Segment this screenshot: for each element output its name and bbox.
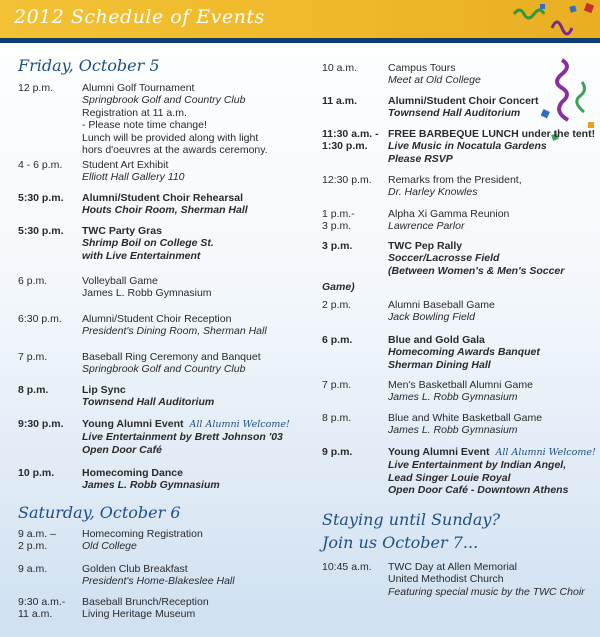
event-location: Open Door Café - Downtown Athens (388, 484, 569, 497)
event-time-start: 8 p.m. (18, 384, 49, 396)
event-time-start: 2 p.m. (322, 299, 352, 311)
event-details (388, 208, 509, 233)
event-time-start: 6 p.m. (18, 275, 48, 287)
event-title: TWC Day at Allen Memorial (388, 561, 517, 573)
event-details (82, 159, 185, 184)
event-location: Townsend Hall Auditorium (388, 107, 521, 120)
event-title: Young Alumni Event All Alumni Welcome! (82, 418, 290, 430)
event-note-line: Registration at 11 a.m. (82, 106, 187, 119)
header-banner (0, 0, 600, 43)
event-title: Blue and White Basketball Game (388, 412, 543, 424)
event-location: Sherman Dining Hall (388, 358, 491, 371)
event-details (388, 62, 481, 87)
event-details (388, 128, 595, 165)
event-time (322, 95, 357, 107)
event-note: All Alumni Welcome! (495, 447, 596, 458)
event-location: Springbrook Golf and Country Club (82, 363, 246, 376)
event-time-start: 6 p.m. (322, 334, 353, 346)
event-location: Shrimp Boil on College St. (82, 237, 214, 250)
event-title: Men's Basketball Alumni Game (388, 379, 533, 391)
event-title: Campus Tours (388, 62, 456, 74)
event-details (388, 240, 564, 277)
event-location: Lawrence Parlor (388, 220, 465, 233)
sunday-heading-line-1: Staying until Sunday? (322, 510, 501, 529)
event-title: Homecoming Dance (82, 467, 183, 479)
confetti-streamers-icon (500, 0, 600, 45)
event-location: Lead Singer Louie Royal (388, 471, 511, 484)
event-details (82, 192, 248, 217)
event-location: James L. Robb Gymnasium (82, 479, 220, 492)
event-location: Old College (82, 540, 137, 553)
event-details (82, 528, 203, 553)
event-time-end: 3 p.m. (322, 220, 352, 233)
event-time (322, 62, 357, 74)
event-time-end: 1:30 p.m. (322, 140, 368, 153)
event-title: United Methodist Church (388, 573, 504, 586)
event-location: Soccer/Lacrosse Field (388, 252, 500, 265)
event-time-start: 4 - 6 p.m. (18, 159, 63, 171)
event-location: Homecoming Awards Banquet (388, 346, 540, 359)
event-time-start: 6:30 p.m. (18, 313, 62, 325)
event-time (322, 334, 352, 346)
event-time (18, 528, 56, 553)
event-time-start: 7 p.m. (322, 379, 352, 391)
event-title: Alumni/Student Choir Rehearsal (82, 192, 244, 204)
event-details (388, 379, 533, 404)
event-title: Alumni Baseball Game (388, 299, 495, 311)
event-location: Jack Bowling Field (388, 311, 475, 324)
event-title: TWC Party Gras (82, 225, 162, 237)
day-heading-saturday: Saturday, October 6 (18, 503, 181, 522)
event-details (82, 418, 290, 456)
event-time (18, 384, 48, 396)
event-location: Please RSVP (388, 152, 453, 165)
event-location: Featuring special music by the TWC Choir (388, 585, 585, 598)
event-time-start: 5:30 p.m. (18, 192, 64, 204)
event-time-start: 11:30 a.m. - (322, 128, 379, 140)
event-location: with Live Entertainment (82, 249, 201, 262)
event-wrap-line: Game) (322, 281, 355, 294)
event-location: Live Entertainment by Indian Angel, (388, 459, 567, 472)
event-details (388, 299, 495, 324)
event-time (18, 596, 65, 621)
event-time-end: 2 p.m. (18, 540, 48, 553)
event-time (18, 313, 62, 325)
header-title: 2012 Schedule of Events (14, 6, 265, 28)
event-time (322, 446, 352, 458)
event-details (388, 561, 585, 598)
event-location: Open Door Café (82, 443, 162, 456)
event-time-start: 12:30 p.m. (322, 174, 372, 186)
event-time (322, 128, 379, 153)
event-title: Baseball Ring Ceremony and Banquet (82, 351, 261, 363)
event-time (18, 351, 47, 363)
event-title: Blue and Gold Gala (388, 334, 485, 346)
event-location: Townsend Hall Auditorium (82, 396, 215, 409)
event-details (82, 467, 220, 492)
event-title: Living Heritage Museum (82, 608, 196, 621)
event-location: Live Entertainment by Brett Johnson '03 (82, 431, 283, 444)
event-title: Student Art Exhibit (82, 159, 169, 171)
event-details (82, 275, 212, 300)
event-title: Alpha Xi Gamma Reunion (388, 208, 510, 220)
event-note: All Alumni Welcome! (189, 419, 290, 430)
event-location: Live Music in Nocatula Gardens (388, 140, 547, 153)
event-time-start: 1 p.m.- (322, 208, 355, 220)
event-details (82, 384, 214, 409)
event-time (322, 299, 351, 311)
event-time (18, 467, 54, 479)
event-location: James L. Robb Gymnasium (388, 391, 518, 404)
event-note-line: - Please note time change! (82, 119, 207, 132)
event-location: Springbrook Golf and Country Club (82, 94, 246, 107)
event-location: President's Home-Blakeslee Hall (82, 575, 235, 588)
event-note-line: hors d'oeuvres at the awards ceremony. (82, 144, 268, 157)
event-details (82, 596, 209, 621)
event-time-start: 9 a.m. – (18, 528, 56, 540)
day-heading-friday: Friday, October 5 (18, 56, 160, 75)
event-details (82, 82, 268, 156)
event-time (18, 159, 62, 171)
event-note-line: Lunch will be provided along with light (82, 131, 259, 144)
event-title: Lip Sync (82, 384, 126, 396)
event-time (322, 208, 355, 233)
event-title: Alumni/Student Choir Reception (82, 313, 232, 325)
event-details (82, 225, 214, 262)
event-location: Elliott Hall Gallery 110 (82, 171, 185, 184)
event-location: President's Dining Room, Sherman Hall (82, 325, 267, 338)
event-details (82, 563, 235, 588)
event-title: FREE BARBEQUE LUNCH under the tent! (388, 128, 596, 140)
event-time-start: 3 p.m. (322, 240, 353, 252)
event-title: Homecoming Registration (82, 528, 203, 540)
event-time-start: 8 p.m. (322, 412, 352, 424)
event-time-start: 5:30 p.m. (18, 225, 64, 237)
event-details (388, 334, 540, 371)
event-details (388, 95, 539, 120)
event-time (18, 563, 47, 575)
event-details (388, 412, 542, 437)
event-time-start: 7 p.m. (18, 351, 48, 363)
event-title: Alumni Golf Tournament (82, 82, 195, 94)
event-title: Alumni/Student Choir Concert (388, 95, 539, 107)
event-title: Remarks from the President, (388, 174, 522, 186)
event-time-start: 10:45 a.m. (322, 561, 372, 573)
event-time-end: 11 a.m. (18, 608, 53, 621)
event-time (18, 82, 53, 94)
event-time (18, 275, 47, 287)
event-details (82, 313, 267, 338)
event-time-start: 9 a.m. (18, 563, 48, 575)
event-title: Baseball Brunch/Reception (82, 596, 209, 608)
event-location: Dr. Harley Knowles (388, 186, 478, 199)
event-title: Golden Club Breakfast (82, 563, 188, 575)
event-time (18, 418, 64, 430)
event-time (18, 192, 64, 204)
event-title: Volleyball Game (82, 275, 158, 287)
event-time (322, 379, 351, 391)
event-details (388, 446, 596, 497)
event-time-start: 9 p.m. (322, 446, 353, 458)
event-time (322, 240, 352, 252)
event-time (322, 174, 372, 186)
event-time-start: 10 p.m. (18, 467, 55, 479)
sunday-heading-line-2: Join us October 7... (322, 533, 479, 552)
event-location: James L. Robb Gymnasium (388, 424, 518, 437)
event-location: Meet at Old College (388, 74, 481, 87)
event-time-start: 9:30 p.m. (18, 418, 64, 430)
event-time (322, 412, 351, 424)
event-details (388, 174, 522, 199)
event-details (82, 351, 261, 376)
event-time-start: 10 a.m. (322, 62, 358, 74)
event-location: Houts Choir Room, Sherman Hall (82, 204, 248, 217)
event-title: Young Alumni Event All Alumni Welcome! (388, 446, 596, 458)
event-location: (Between Women's & Men's Soccer (388, 264, 565, 277)
event-time (18, 225, 64, 237)
event-time-start: 11 a.m. (322, 95, 358, 107)
event-title: TWC Pep Rally (388, 240, 463, 252)
event-time-start: 9:30 a.m.- (18, 596, 66, 608)
event-title: James L. Robb Gymnasium (82, 287, 212, 300)
event-time-start: 12 p.m. (18, 82, 54, 94)
event-time (322, 561, 372, 573)
